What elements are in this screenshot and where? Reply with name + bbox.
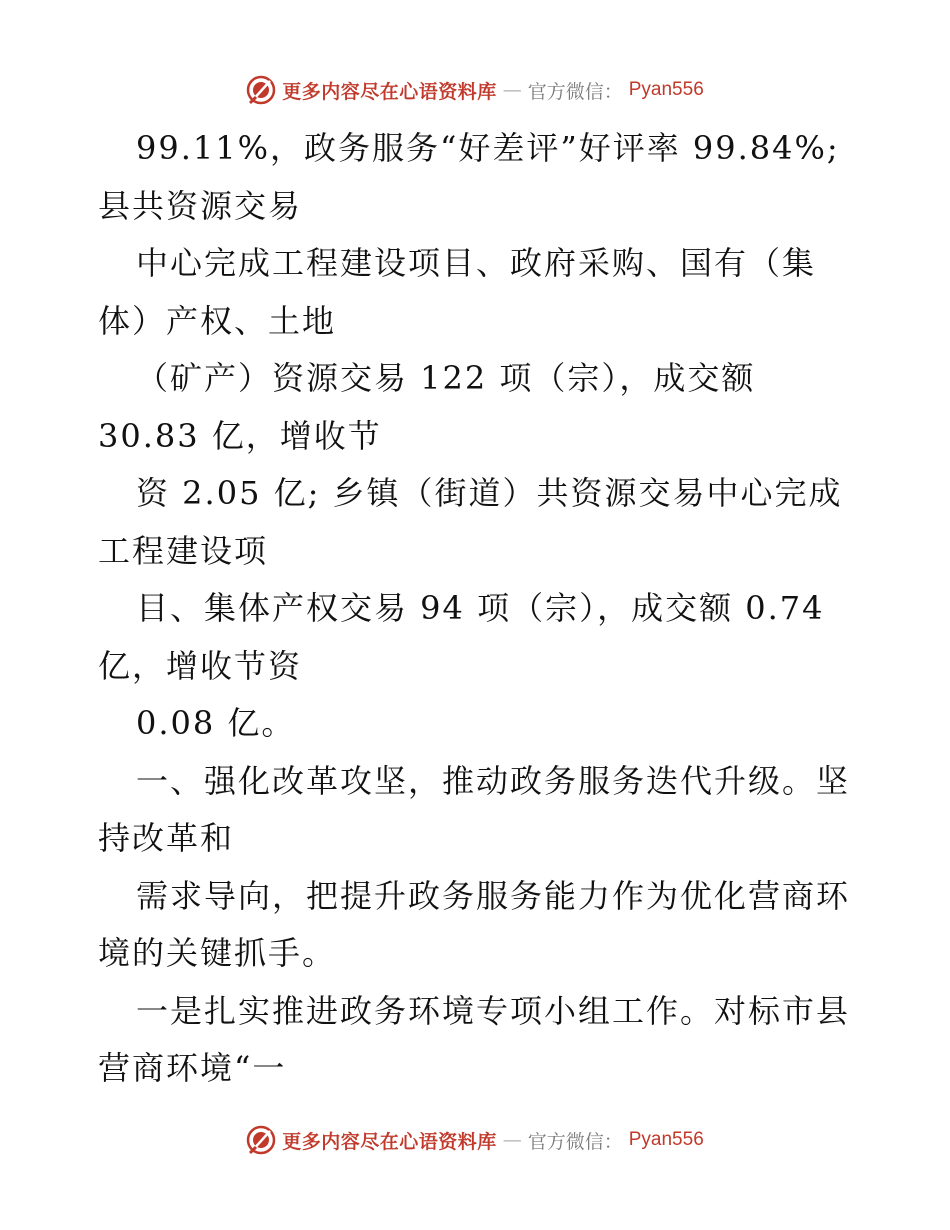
header-watermark [0,70,950,110]
watermark-dash: — [502,1129,522,1151]
text-line: 境的关键抓手。 [98,934,337,972]
text-line: 体）产权、土地 [98,301,337,340]
watermark-label: 官方微信： [527,80,623,103]
text-line: 一、强化改革攻坚，推动政务服务迭代升级。坚 [136,761,851,800]
footer-watermark [0,1120,950,1160]
watermark-promo-text: 更多内容尽在心语资料库 [282,1130,497,1153]
text-line: 资 2.05 亿; 乡镇（街道）共资源交易中心完成 [136,474,843,512]
document-body [98,120,858,1098]
watermark-promo-text: 更多内容尽在心语资料库 [282,80,497,103]
watermark-dash: — [502,79,522,101]
watermark-label: 官方微信： [527,1130,623,1153]
pen-seal-icon [246,1125,276,1155]
text-line: 0.08 亿。 [136,704,296,742]
text-line: 目、集体产权交易 94 项（宗），成交额 0.74 [136,589,825,627]
text-line: （矿产）资源交易 122 项（宗），成交额 [136,359,756,397]
text-line: 营商环境“一 [98,1049,287,1087]
pen-seal-icon [246,75,276,105]
text-line: 需求导向，把提升政务服务能力作为优化营商环 [136,876,851,915]
text-line: 99.11%，政务服务“好差评”好评率 99.84%; [136,129,840,167]
watermark-wechat-id: Pyan556 [628,79,704,100]
text-line: 亿，增收节资 [98,646,303,685]
text-line: 一是扎实推进政务环境专项小组工作。对标市县 [136,991,851,1030]
watermark-wechat-id: Pyan556 [628,1129,704,1150]
text-line: 持改革和 [98,819,235,857]
text-line: 工程建设项 [98,531,269,570]
text-line: 县共资源交易 [98,186,303,225]
text-line: 30.83 亿，增收节 [98,416,382,455]
text-line: 中心完成工程建设项目、政府采购、国有（集 [136,244,817,282]
